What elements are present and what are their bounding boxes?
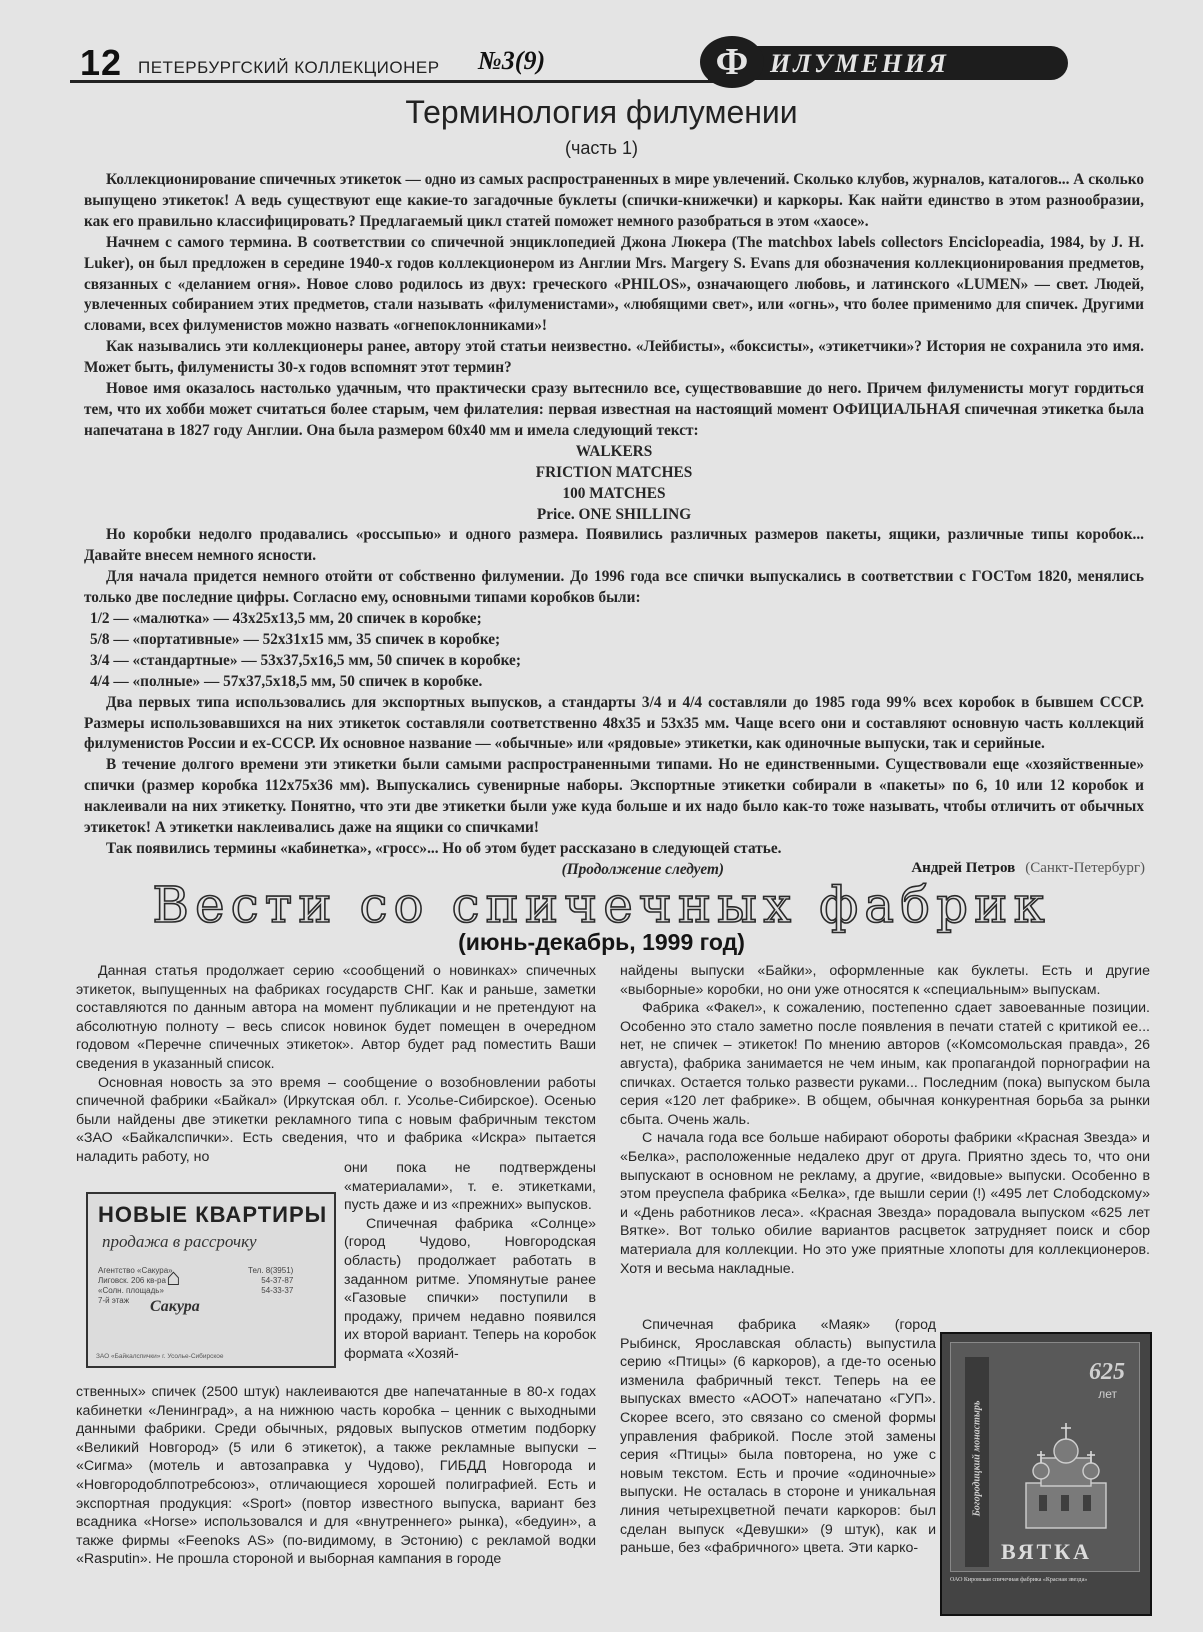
list-item: 1/2 — «малютка» — 43х25х13,5 мм, 20 спичек в коробке; [90,610,482,628]
article-title: Терминология филумении [405,94,798,130]
article-column-right [620,962,1150,1278]
ad-phones: Тел. 8(3951) 54-37-87 54-33-37 [248,1266,294,1295]
author-city: (Санкт-Петербург) [1025,860,1145,876]
page-number: 12 [80,42,123,83]
paragraph: Но коробки недолго продавались «россыпью» и одного размера. Появились различных размеров пакеты, ящики, различные типы коробок... Давайте внесем немного ясности. [84,526,1144,565]
paragraph: Коллекционирование спичечных этикеток — одно из самых распространенных в мире увлечений. Сколько клубов, журналов, каталогов... А сколько выпущено этикеток! А ведь существуют еще какие-то загадочные буклеты (спички-книжечки) и каркоры. Как найти единство в этом разнообразии, как его правильно классифицировать? Предлагаемый цикл статей поможет немного разобраться в этом «хаосе». [84,171,1144,230]
ad-address: Агентство «Сакура» Лиговск. 206 кв-ра «Солн. площадь» 7-й этаж [98,1266,173,1305]
paragraph: Фабрика «Факел», к сожалению, постепенно сдает завоеванные позиции. Особенно это стало заметно после появления в печати статей с критикой ее... нет, не спичек – этикеток! По мнению авторов («Комсомольская правда», 26 августа), фабрика занимается не чем иным, как пропагандой порнографии на спичках. Остается только развести руками... Последним (пока) выпуском была серия «120 лет фабрике». В общем, обычная конкурентная борьба за рынки сбыта. Очень жаль. [620,1000,1150,1128]
article-subtitle: (часть 1) [564,138,638,158]
article-column-left-wrap [344,1159,596,1364]
ad-footer: ЗАО «Байкалспички» г. Усолье-Сибирское [96,1353,224,1360]
paragraph: Начнем с самого термина. В соответствии со спичечной энциклопедией Джона Люкера (The matchbox labels collectors Enciclopeadia, 1984, by J. H. Luker), он был предложен в середине 1940-х годов коллекционером из Англии Mrs. Margery S. Evans для обозначения коллекционирования предметов, связанных с «деланием огня». Новое слово родилось из двух: греческого «PHILOS», означающего любовь, и латинского «LUMEN» — свет. Людей, увлеченных собиранием этих предметов, стали называть «филуменистами», «любящими свет», или «огнь», что более применимо для спичек. Другими словами, всех филуменистов можно назвать «огнепоклонниками»! [84,233,1144,335]
advertisement [86,1192,336,1368]
list-item: 3/4 — «стандартные» — 53х37,5х16,5 мм, 50 спичек в коробке; [90,651,521,669]
label-side-band [965,1357,989,1567]
label-text-line: FRICTION MATCHES [535,463,693,481]
continued-note: (Продолжение следует) [561,860,724,878]
label-years: лет [1098,1387,1117,1401]
header-rule [70,80,715,83]
paragraph: Так появились термины «кабинетка», «гросс»... Но об этом будет рассказано в следующей статье. [106,840,782,857]
paragraph: В течение долгого времени эти этикетки были самыми распространенными типами. Но не единственными. Существовали еще «хозяйственные» спички (размер коробка 112х75х36 мм). Выпускались сувенирные наборы. Экспортные этикетки собирали в «пакеты» по 6, 10 или 12 коробок и наклеивали на них этикетку. Понятно, что эти две этикетки были уже куда больше и их надо было как-то тоже называть, чтобы отличить от обычных этикеток! А этикетки наклеивались даже на ящики со спичками! [84,756,1144,837]
paragraph: они пока не подтверждены «материалами», т. е. этикетками, пусть даже и из «прежних» выпусков. [344,1160,596,1214]
paragraph: Новое имя оказалось настолько удачным, что практически сразу вытеснило все, существовавшие до него. Причем филуменисты могут гордиться тем, что их хобби может считаться более старым, чем филателия: первая известная на настоящий момент ОФИЦИАЛЬНАЯ спичечная этикетка была напечатана в 1827 году Англии. Она была размером 60х40 мм и имела следующий текст: [84,380,1144,439]
paragraph: Для начала придется немного отойти от собственно филумении. До 1996 года все спички выпускались в соответствии с ГОСТом 1820, менялись только две последние цифры. Согласно ему, основными типами коробков были: [84,568,1144,607]
article-column-left [76,962,596,1167]
paragraph: Основная новость за это время – сообщение о возобновлении работы спичечной фабрики «Байкал» (Иркутская обл. г. Усолье-Сибирское). Осенью были найдены две этикетки рекламного типа с новым фабричным текстом «ЗАО «Байкалспички». Есть сведения, что и фабрика «Искра» пытается наладить работу, но [76,1074,596,1165]
church-icon [1011,1413,1121,1533]
ad-brand: Сакура [150,1298,200,1315]
paragraph: Данная статья продолжает серию «сообщений о новинках» спичечных этикеток, выпущенных на фабриках государств СНГ. Как и раньше, заметки составляются по данным автора на момент публикации и не претендуют на абсолютную полноту – весь список новинок будет помещен в очередном годовом «Перечне спичечных этикеток». Автор будет рад поместить Ваши сведения в указанный список. [76,963,596,1072]
ad-headline: НОВЫЕ КВАРТИРЫ [98,1202,328,1227]
article-subtitle: (июнь-декабрь, 1999 год) [458,929,745,955]
section-initial: Ф [700,36,764,88]
paragraph: С начала года все больше набирают обороты фабрики «Красная Звезда» и «Белка», расположенные недалеко друг от друга. Приятно здесь то, что они выпускают в основном не рекламу, а другие, «видовые» выпуски. Особенно в этом преуспела фабрика «Белка», где вышли серии (!) «495 лет Слободскому» и «День работников леса». «Красная Звезда» порадовала выпуском «625 лет Вятке». Вот только обилие вариантов расцветок затрудняет поиск и сбор материала для коллекции. Но это уже приятные хлопоты для коллекционеров. Хотя и весьма накладные. [620,1130,1150,1277]
paragraph: Два первых типа использовались для экспортных выпусков, а стандарты 3/4 и 4/4 составляли до 1985 года 99% всех коробок в бывшем СССР. Размеры использовавшихся на них этикеток составляли соответственно 48х35 и 53х35 мм. Чаще всего они и составляют основную часть коллекций филуменистов России и ех-СССР. Их основное название — «обычные» или «рядовые» этикетки, как одиночные выпуски, так и серийные. [84,693,1144,753]
article-title: Вести со спичечных фабрик [152,876,1051,934]
section-name: ИЛУМЕНИЯ [770,49,949,78]
article-column-right-wrap [620,1316,936,1558]
page-header [70,41,1190,86]
list-item: 5/8 — «портативные» — 52х31х15 мм, 35 спичек в коробке; [90,630,501,648]
author-name: Андрей Петров [911,860,1016,876]
paragraph: ственных» спичек (2500 штук) наклеиваются две напечатанные в 80-х годах кабинетки «Ленинград», а на нижнюю часть коробка – ценник с выходными данными фабрики. Среди обычных, рядовых выпусков отметим подборку «Великий Новгород» (5 или 6 этикеток), а также рекламные выпуски – «Сигма» (мотель и автозаправка у Чудово), ГИБДД Новгорода и «Новгородоблпотребсоюз», отличающиеся хорошей полиграфией. Есть и экспортная продукция: «Sport» (повтор известного выпуска, вариант без всадника «Horse» использовался и для «внутреннего» рынка), «бедуин», а также фирмы «Feenoks AS» (по-видимому, в Эстонию) с рекламой водки «Rasputin». Не прошла стороной и выборная кампания в городе [76,1384,596,1568]
paragraph: Как назывались эти коллекционеры ранее, автору этой статьи неизвестно. «Лейбисты», «боксисты», «этикетчики»? История не сохранила это имя. Может быть, филуменисты 30-х годов вспомнят этот термин? [84,338,1144,377]
article-body [84,170,1144,881]
author-byline [0,860,1145,877]
label-side-text: Богородицкий монастырь [971,1400,983,1517]
list-item: 4/4 — «полные» — 57х37,5х18,5 мм, 50 спичек в коробке. [90,672,483,690]
label-city: ВЯТКА [1001,1539,1092,1564]
label-picture [950,1342,1140,1572]
matchbox-label-image [940,1332,1152,1616]
paragraph: найдены выпуски «Байки», оформленные как буклеты. Есть и другие «выборные» коробки, но они уже относятся к «специальным» выпускам. [620,963,1150,998]
label-text-line: 100 MATCHES [562,484,666,502]
issue-number: №3(9) [478,46,546,75]
article-column-left-lower [76,1383,596,1569]
paragraph: Спичечная фабрика «Солнце» (город Чудово, Новгородская область) продолжает работать в заданном ритме. Упомянутые ранее «Газовые спички» поступили в продажу, причем недавно появился их второй вариант. Теперь на коробок формата «Хозяй- [344,1215,596,1362]
house-icon: ⌂ [166,1264,181,1291]
label-anniversary: 625 [1089,1359,1125,1385]
paragraph: Спичечная фабрика «Маяк» (город Рыбинск, Ярославская область) выпустила серию «Птицы» (6 каркоров), а где-то осенью изменила фабричный текст. Теперь на ее выпусках вместо «АООТ» напечатано «ГУП». Скорее всего, это связано со сменой формы управления фабрикой. После этой замены серия «Птицы» была повторена, но уже с новым текстом. Есть и прочие «одиночные» выпуски. Не осталась в стороне и уникальная линия четырехцветной печати каркоров: был сделан выпуск «Девушки» (9 штук), как и раньше, без «фабричного» цвета. Эти карко- [620,1317,936,1557]
ad-subline: продажа в рассрочку [102,1232,257,1251]
label-footer: ОАО Кировская спичечная фабрика «Красная звезда» [950,1577,1088,1583]
label-text-line: Price. ONE SHILLING [536,505,692,523]
publication-name: ПЕТЕРБУРГСКИЙ КОЛЛЕКЦИОНЕР [138,58,440,77]
label-text-line: WALKERS [575,442,653,460]
